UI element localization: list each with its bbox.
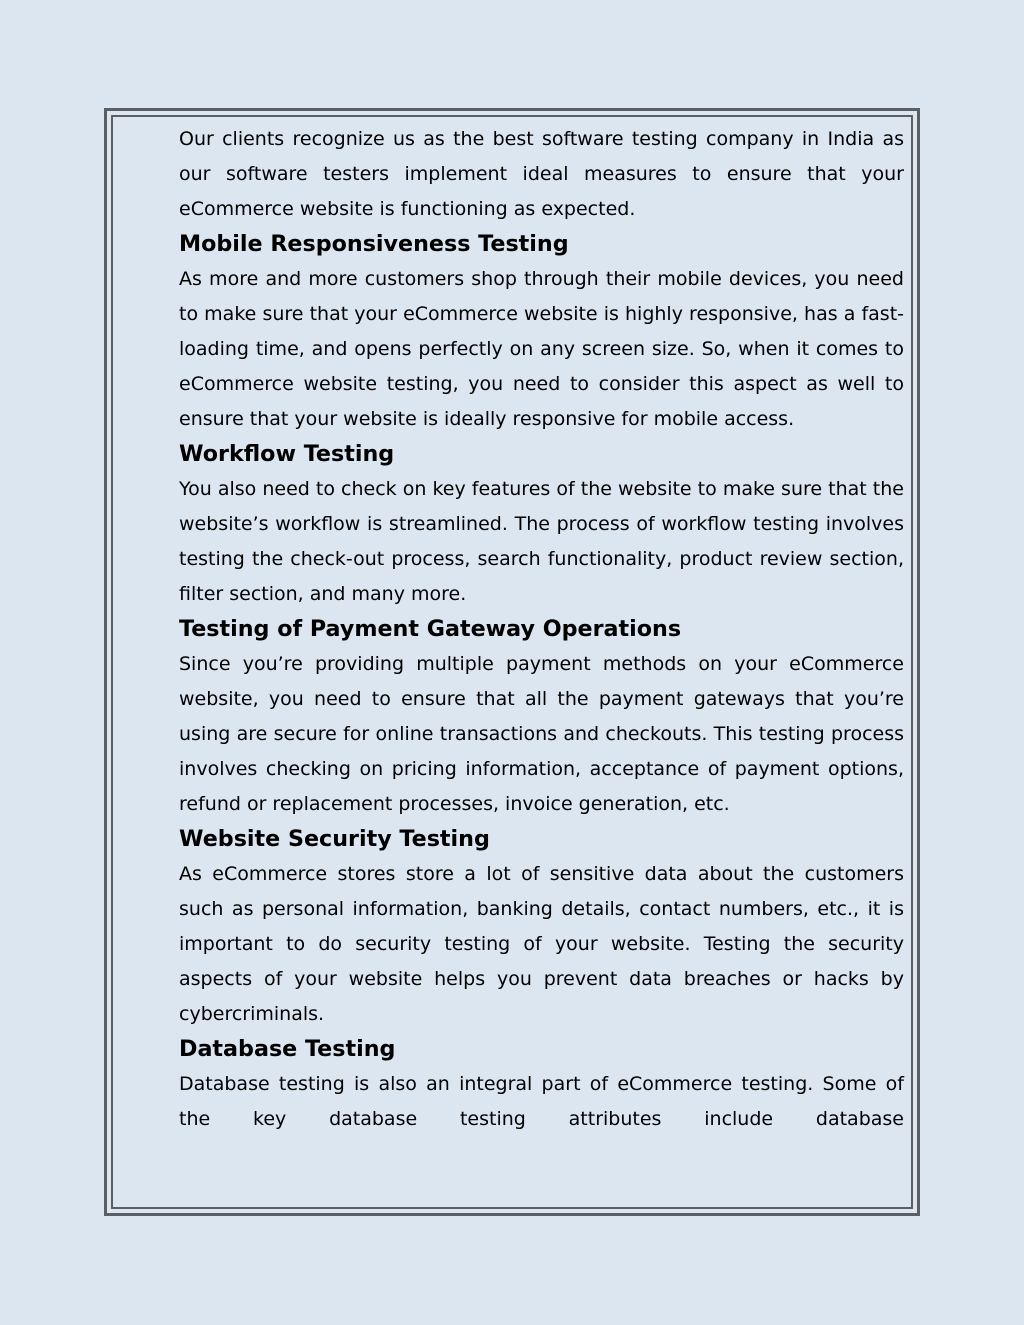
page-border-frame [104, 108, 920, 1216]
intro-paragraph: Our clients recognize us as the best software testing company in India as our software testers implement ideal measures to ensure that your eCommerce website is functioning as expected. [179, 128, 904, 220]
database-paragraph: Database testing is also an integral part of eCommerce testing. Some of the key database testing attributes include database [179, 1073, 904, 1130]
section-heading-payment-gateway: Testing of Payment Gateway Operations [179, 616, 682, 642]
section-heading-database: Database Testing [179, 1036, 396, 1062]
document-body [179, 122, 904, 1137]
section-heading-website-security: Website Security Testing [179, 826, 490, 852]
page-border-inner [111, 115, 913, 1209]
workflow-paragraph: You also need to check on key features of the website to make sure that the website’s workflow is streamlined. The process of workflow testing involves testing the check-out process, search functionality, product review section, filter section, and many more. [179, 478, 904, 605]
payment-gateway-paragraph: Since you’re providing multiple payment methods on your eCommerce website, you need to ensure that all the payment gateways that you’re using are secure for online transactions and checkouts. This testing process involves checking on pricing information, acceptance of payment options, refund or replacement processes, invoice generation, etc. [179, 653, 904, 815]
section-heading-workflow: Workflow Testing [179, 441, 395, 467]
section-heading-mobile-responsiveness: Mobile Responsiveness Testing [179, 231, 569, 257]
website-security-paragraph: As eCommerce stores store a lot of sensitive data about the customers such as personal information, banking details, contact numbers, etc., it is important to do security testing of your website. Testing the security aspects of your website helps you prevent data breaches or hacks by cybercriminals. [179, 863, 904, 1025]
mobile-responsiveness-paragraph: As more and more customers shop through their mobile devices, you need to make sure that your eCommerce website is highly responsive, has a fast-loading time, and opens perfectly on any screen size. So, when it comes to eCommerce website testing, you need to consider this aspect as well to ensure that your website is ideally responsive for mobile access. [179, 268, 904, 430]
